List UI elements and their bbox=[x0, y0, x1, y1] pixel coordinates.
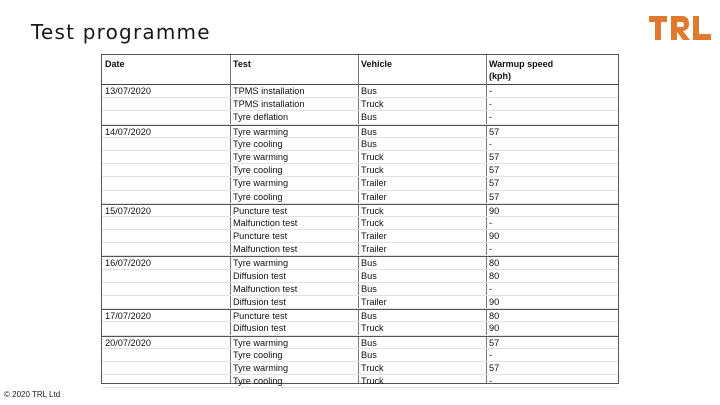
cell-test: Tyre warming bbox=[233, 337, 289, 348]
cell-test: Tyre warming bbox=[233, 151, 289, 162]
cell-warmup-speed: 90 bbox=[489, 297, 500, 307]
cell-warmup-speed: - bbox=[489, 376, 493, 387]
test-programme-table bbox=[101, 54, 619, 387]
cell-warmup-speed: 57 bbox=[489, 165, 500, 176]
cell-test: Tyre cooling bbox=[233, 349, 283, 360]
cell-test: Tyre deflation bbox=[233, 112, 289, 123]
cell-warmup-speed: - bbox=[489, 86, 493, 96]
cell-vehicle: Bus bbox=[361, 126, 377, 137]
cell-warmup-speed: 57 bbox=[489, 191, 500, 202]
cell-warmup-speed: - bbox=[489, 349, 493, 360]
cell-vehicle: Truck bbox=[361, 217, 384, 228]
table-header bbox=[102, 55, 618, 85]
cell-test: Tyre cooling bbox=[233, 138, 283, 149]
cell-test: Tyre warming bbox=[233, 126, 289, 137]
table-row bbox=[102, 217, 618, 230]
header-warmup-speed: Warmup speed (kph) bbox=[489, 59, 554, 81]
table-row bbox=[102, 309, 618, 322]
cell-vehicle: Trailer bbox=[361, 297, 387, 307]
table-row bbox=[102, 230, 618, 243]
cell-test: TPMS installation bbox=[233, 86, 305, 96]
cell-vehicle: Truck bbox=[361, 151, 384, 162]
cell-vehicle: Truck bbox=[361, 205, 384, 216]
cell-vehicle: Trailer bbox=[361, 191, 387, 202]
cell-vehicle: Truck bbox=[361, 165, 384, 176]
table-row bbox=[102, 336, 618, 349]
table-row bbox=[102, 270, 618, 283]
cell-vehicle: Bus bbox=[361, 283, 377, 294]
cell-test: Malfunction test bbox=[233, 283, 298, 294]
cell-warmup-speed: 90 bbox=[489, 231, 500, 242]
cell-warmup-speed: 80 bbox=[489, 270, 500, 281]
cell-vehicle: Truck bbox=[361, 323, 384, 334]
table-body bbox=[102, 85, 618, 388]
cell-test: Malfunction test bbox=[233, 217, 298, 228]
table-row bbox=[102, 125, 618, 138]
table-row bbox=[102, 111, 618, 124]
cell-warmup-speed: - bbox=[489, 283, 493, 294]
cell-vehicle: Bus bbox=[361, 311, 377, 322]
cell-vehicle: Bus bbox=[361, 112, 377, 123]
table-row bbox=[102, 362, 618, 375]
cell-warmup-speed: 57 bbox=[489, 178, 500, 189]
table-row bbox=[102, 243, 618, 256]
cell-test: Tyre cooling bbox=[233, 376, 283, 387]
cell-test: Puncture test bbox=[233, 205, 288, 216]
table-row bbox=[102, 164, 618, 177]
cell-vehicle: Trailer bbox=[361, 178, 387, 189]
cell-vehicle: Bus bbox=[361, 337, 377, 348]
trl-logo bbox=[648, 14, 712, 42]
cell-warmup-speed: - bbox=[489, 217, 493, 228]
cell-warmup-speed: 57 bbox=[489, 126, 500, 137]
cell-warmup-speed: 90 bbox=[489, 205, 500, 216]
cell-test: Tyre warming bbox=[233, 258, 289, 269]
cell-date: 17/07/2020 bbox=[105, 311, 151, 322]
cell-vehicle: Bus bbox=[361, 258, 377, 269]
cell-test: Tyre cooling bbox=[233, 165, 283, 176]
cell-date: 16/07/2020 bbox=[105, 258, 151, 269]
cell-test: Malfunction test bbox=[233, 244, 298, 255]
cell-test: Diffusion test bbox=[233, 270, 286, 281]
cell-test: Puncture test bbox=[233, 231, 288, 242]
cell-warmup-speed: - bbox=[489, 138, 493, 149]
cell-warmup-speed: 57 bbox=[489, 337, 500, 348]
table-row bbox=[102, 296, 618, 309]
cell-vehicle: Truck bbox=[361, 99, 384, 110]
table-row bbox=[102, 349, 618, 362]
cell-warmup-speed: - bbox=[489, 112, 493, 123]
footer-copyright: © 2020 TRL Ltd bbox=[4, 390, 61, 399]
cell-vehicle: Truck bbox=[361, 376, 384, 387]
cell-warmup-speed: 80 bbox=[489, 311, 500, 322]
header-test: Test bbox=[233, 59, 251, 69]
cell-test: Diffusion test bbox=[233, 297, 286, 307]
slide-title: Test programme bbox=[31, 20, 211, 44]
header-vehicle: Vehicle bbox=[361, 59, 393, 69]
cell-vehicle: Bus bbox=[361, 270, 377, 281]
cell-vehicle: Trailer bbox=[361, 231, 387, 242]
cell-vehicle: Truck bbox=[361, 362, 384, 373]
cell-date: 15/07/2020 bbox=[105, 205, 151, 216]
cell-warmup-speed: - bbox=[489, 244, 493, 255]
cell-vehicle: Bus bbox=[361, 86, 377, 96]
table-row bbox=[102, 322, 618, 335]
header-date: Date bbox=[105, 59, 125, 69]
table-row bbox=[102, 151, 618, 164]
cell-test: TPMS installation bbox=[233, 99, 305, 110]
table-row bbox=[102, 283, 618, 296]
table-row bbox=[102, 85, 618, 98]
cell-vehicle: Bus bbox=[361, 349, 377, 360]
cell-warmup-speed: 57 bbox=[489, 362, 500, 373]
table-row bbox=[102, 375, 618, 388]
table-row bbox=[102, 98, 618, 111]
table-row bbox=[102, 191, 618, 204]
cell-date: 20/07/2020 bbox=[105, 337, 151, 348]
cell-warmup-speed: 90 bbox=[489, 323, 500, 334]
table-row bbox=[102, 177, 618, 190]
cell-date: 13/07/2020 bbox=[105, 86, 151, 96]
cell-vehicle: Trailer bbox=[361, 244, 387, 255]
cell-date: 14/07/2020 bbox=[105, 126, 151, 137]
cell-test: Tyre warming bbox=[233, 362, 289, 373]
cell-test: Tyre warming bbox=[233, 178, 289, 189]
table-row bbox=[102, 204, 618, 217]
table-row bbox=[102, 138, 618, 151]
cell-test: Puncture test bbox=[233, 311, 288, 322]
cell-warmup-speed: - bbox=[489, 99, 493, 110]
cell-vehicle: Bus bbox=[361, 138, 377, 149]
cell-warmup-speed: 80 bbox=[489, 258, 500, 269]
table-row bbox=[102, 256, 618, 269]
cell-test: Tyre cooling bbox=[233, 191, 283, 202]
cell-warmup-speed: 57 bbox=[489, 151, 500, 162]
cell-test: Diffusion test bbox=[233, 323, 286, 334]
